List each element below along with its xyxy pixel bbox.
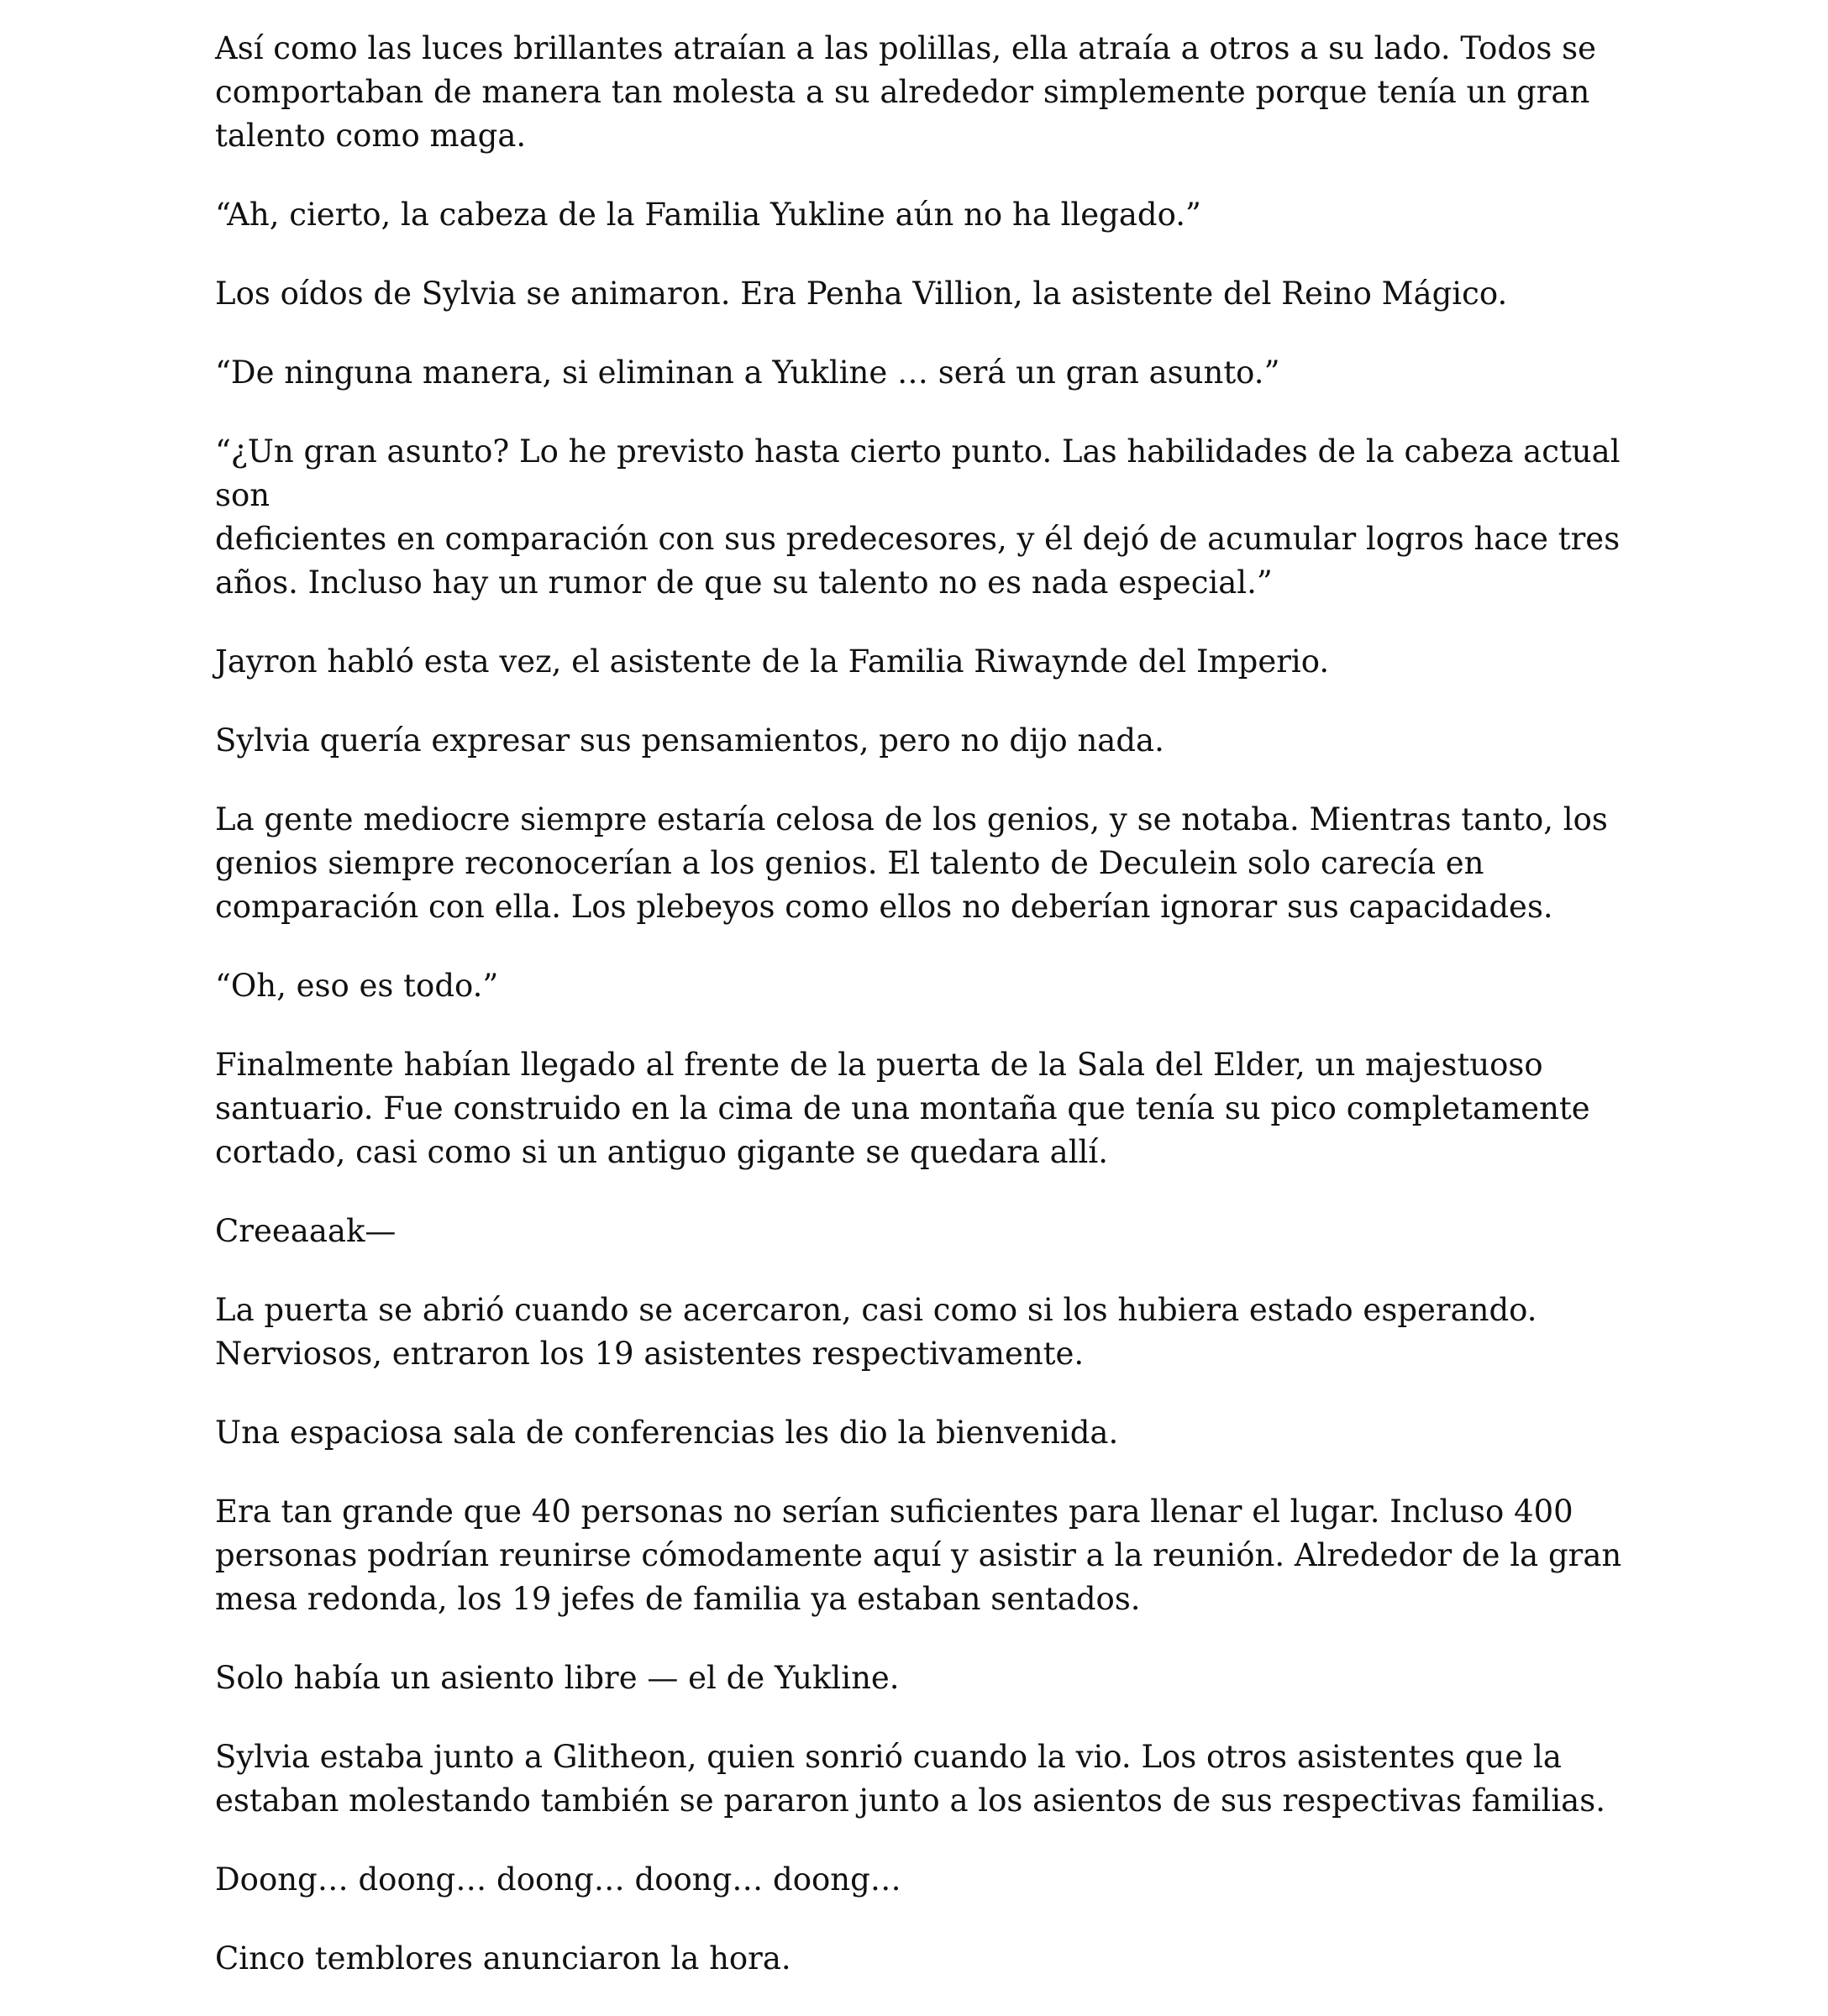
paragraph-11: Creeaaak— [215,1213,397,1249]
document-page [215,27,1643,2016]
paragraph-6: Jayron habló esta vez, el asistente de la Familia Riwaynde del Imperio. [215,643,1330,680]
paragraph-5: “¿Un gran asunto? Lo he previsto hasta cierto punto. Las habilidades de la cabeza actual son deficientes en comparación con sus predecesores, y él dejó de acumular logros hace tres años. Incluso hay un rumor de que su talento no es nada especial.” [215,433,1621,601]
paragraph-9: “Oh, eso es todo.” [215,968,499,1004]
paragraph-3: Los oídos de Sylvia se animaron. Era Penha Villion, la asistente del Reino Mágico. [215,276,1508,312]
paragraph-12: La puerta se abrió cuando se acercaron, casi como si los hubiera estado esperando. Nerviosos, entraron los 19 asistentes respectivamente. [215,1292,1537,1372]
paragraph-2: “Ah, cierto, la cabeza de la Familia Yukline aún no ha llegado.” [215,197,1201,233]
paragraph-17: Doong… doong… doong… doong… doong… [215,1861,901,1898]
paragraph-16: Sylvia estaba junto a Glitheon, quien sonrió cuando la vio. Los otros asistentes que la estaban molestando también se pararon junto a los asientos de sus respectivas familias. [215,1739,1605,1819]
paragraph-15: Solo había un asiento libre — el de Yukline. [215,1660,900,1696]
paragraph-7: Sylvia quería expresar sus pensamientos, pero no dijo nada. [215,722,1164,759]
paragraph-14: Era tan grande que 40 personas no serían suficientes para llenar el lugar. Incluso 400 personas podrían reunirse cómodamente aquí y asistir a la reunión. Alrededor de la gran mesa redonda, los 19 jefes de familia ya estaban sentados. [215,1494,1622,1617]
paragraph-4: “De ninguna manera, si eliminan a Yukline … será un gran asunto.” [215,354,1280,391]
paragraph-1: Así como las luces brillantes atraían a las polillas, ella atraía a otros a su lado. Todos se comportaban de manera tan molesta a su alrededor simplemente porque tenía un gran talento como maga. [215,30,1597,154]
paragraph-8: La gente mediocre siempre estaría celosa de los genios, y se notaba. Mientras tanto, los genios siempre reconocerían a los genios. El talento de Deculein solo carecía en comparación con ella. Los plebeyos como ellos no deberían ignorar sus capacidades. [215,801,1608,925]
paragraph-13: Una espaciosa sala de conferencias les dio la bienvenida. [215,1415,1119,1451]
paragraph-18: Cinco temblores anunciaron la hora. [215,1940,791,1977]
paragraph-10: Finalmente habían llegado al frente de la puerta de la Sala del Elder, un majestuoso santuario. Fue construido en la cima de una montaña que tenía su pico completamente cortado, casi como si un antiguo gigante se quedara allí. [215,1047,1590,1170]
